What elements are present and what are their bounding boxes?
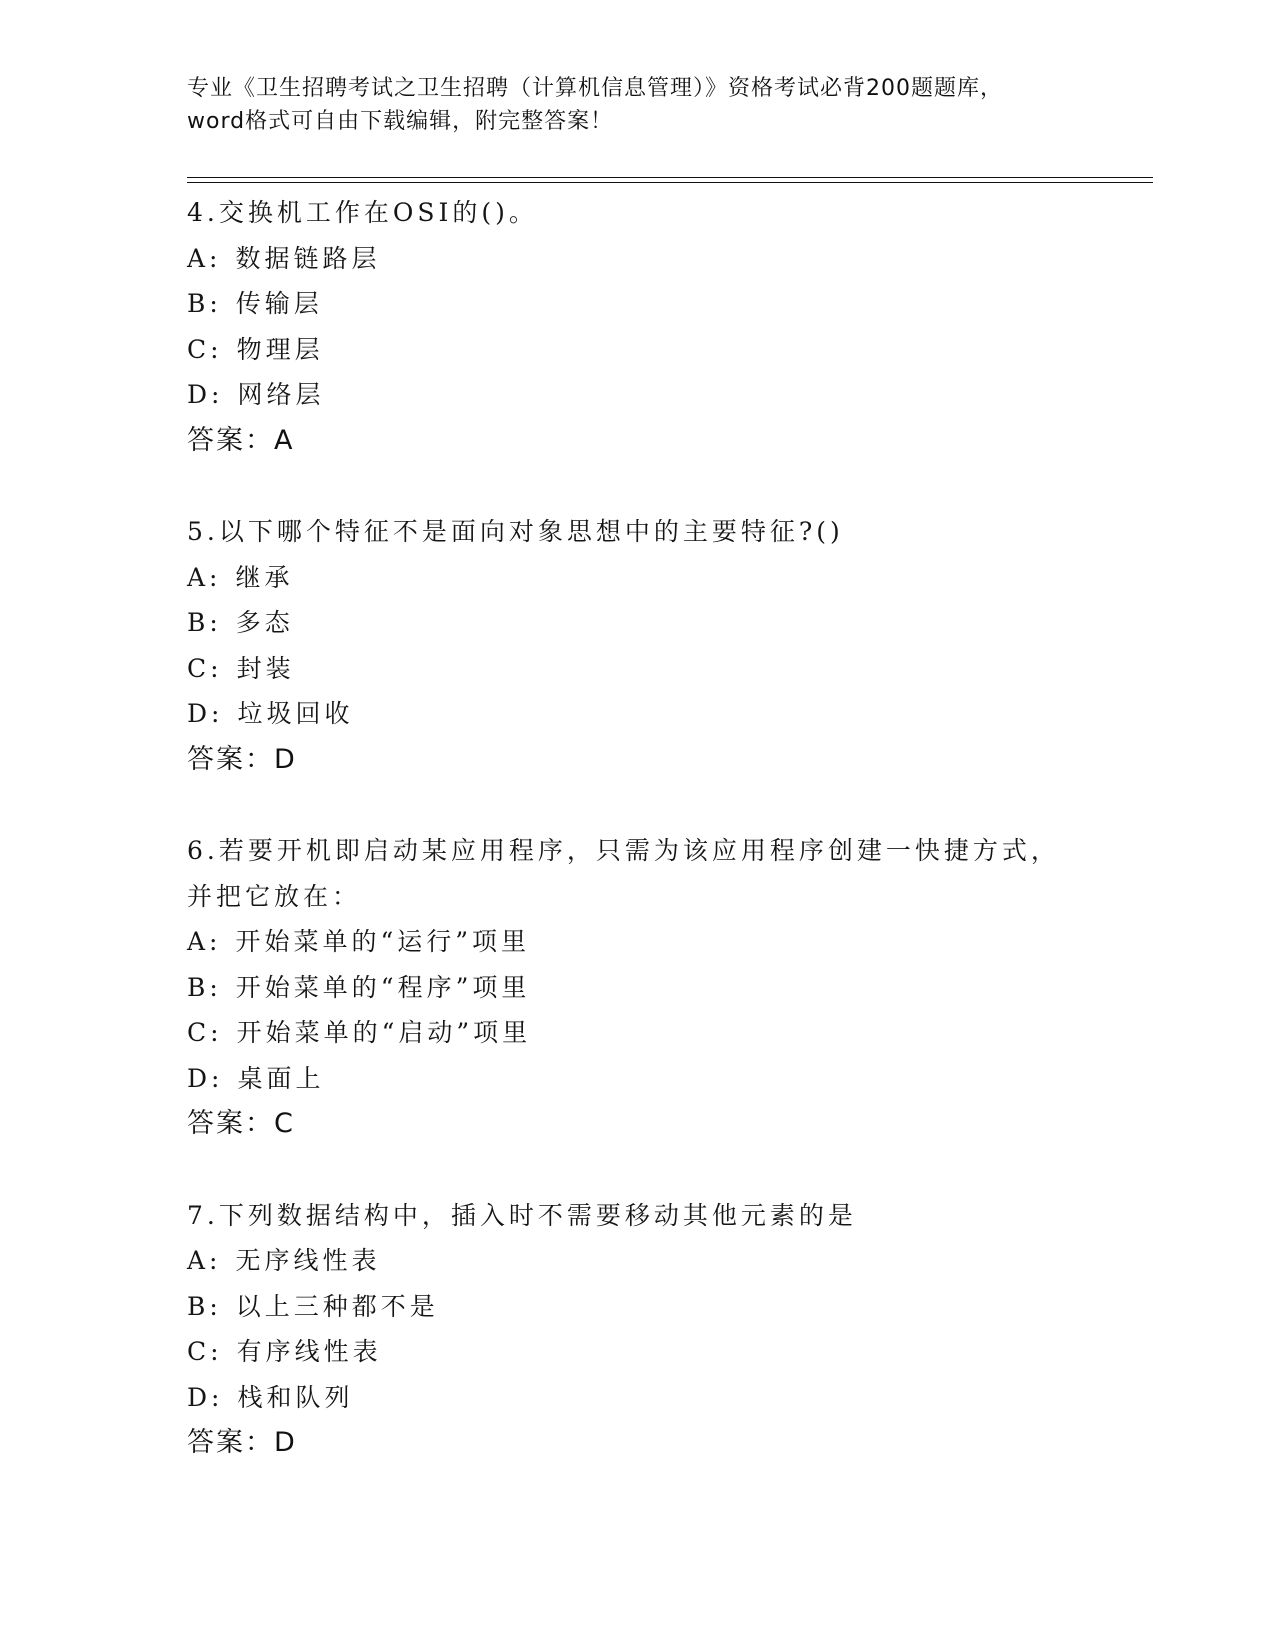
question-stem: 5.以下哪个特征不是面向对象思想中的主要特征?() xyxy=(187,517,844,546)
answer-line: 答案：C xyxy=(187,1108,295,1139)
question-stem: 6.若要开机即启动某应用程序，只需为该应用程序创建一快捷方式， xyxy=(187,836,1060,865)
option-text: 开始菜单的“启动”项里 xyxy=(236,1018,532,1047)
option-letter: C: xyxy=(187,1337,223,1366)
option-text: 物理层 xyxy=(236,334,324,364)
option-c xyxy=(187,327,1087,373)
header-divider-top xyxy=(187,177,1153,178)
question-7 xyxy=(187,1193,1087,1466)
question-5 xyxy=(187,509,1087,782)
option-text: 数据链路层 xyxy=(235,243,381,273)
option-letter: C: xyxy=(187,653,223,683)
option-b xyxy=(187,1284,1087,1330)
option-c xyxy=(187,1010,1087,1056)
answer-line: 答案：A xyxy=(187,424,295,456)
option-d xyxy=(187,1056,1087,1102)
option-letter: D: xyxy=(187,699,224,728)
header-line-2: word格式可自由下载编辑，附完整答案！ xyxy=(187,109,614,134)
option-b xyxy=(187,600,1087,646)
option-b xyxy=(187,281,1087,327)
option-text: 桌面上 xyxy=(237,1063,325,1093)
option-text: 封装 xyxy=(236,653,295,683)
question-6 xyxy=(187,828,1087,1147)
option-d xyxy=(187,691,1087,737)
option-text: 网络层 xyxy=(237,380,325,409)
header-line-1: 专业《卫生招聘考试之卫生招聘（计算机信息管理）》资格考试必背200题题库， xyxy=(187,76,1003,101)
option-letter: D: xyxy=(187,1063,224,1093)
option-a xyxy=(187,555,1087,601)
option-letter: A: xyxy=(187,927,222,956)
option-c xyxy=(187,1329,1087,1375)
option-a xyxy=(187,1238,1087,1284)
option-text: 继承 xyxy=(235,562,294,592)
option-text: 垃圾回收 xyxy=(237,699,354,728)
option-letter: D: xyxy=(187,380,224,409)
option-letter: B: xyxy=(187,1291,222,1321)
answer-line: 答案：D xyxy=(187,743,297,775)
option-text: 有序线性表 xyxy=(236,1337,382,1366)
option-letter: B: xyxy=(187,608,222,637)
option-text: 无序线性表 xyxy=(235,1246,381,1275)
option-text: 以上三种都不是 xyxy=(235,1291,439,1321)
option-c xyxy=(187,646,1087,692)
option-letter: B: xyxy=(187,289,222,318)
option-letter: A: xyxy=(187,1246,222,1275)
option-b xyxy=(187,965,1087,1011)
option-a xyxy=(187,236,1087,282)
option-text: 开始菜单的“程序”项里 xyxy=(235,972,531,1002)
option-letter: A: xyxy=(187,243,222,273)
option-letter: B: xyxy=(187,972,222,1002)
question-stem: 4.交换机工作在OSI的()。 xyxy=(187,198,538,227)
answer-line: 答案：D xyxy=(187,1427,297,1458)
question-4 xyxy=(187,190,1087,463)
option-text: 传输层 xyxy=(235,289,323,318)
option-letter: D: xyxy=(187,1382,224,1412)
option-d xyxy=(187,1375,1087,1421)
question-stem: 7.下列数据结构中，插入时不需要移动其他元素的是 xyxy=(187,1200,857,1230)
option-d xyxy=(187,372,1087,418)
option-text: 多态 xyxy=(235,608,294,637)
option-a xyxy=(187,919,1087,965)
option-letter: A: xyxy=(187,562,222,592)
question-list xyxy=(187,190,1087,1512)
header-divider-bottom xyxy=(187,182,1153,183)
question-stem-continued: 并把它放在： xyxy=(187,881,362,911)
option-letter: C: xyxy=(187,1018,223,1047)
option-text: 开始菜单的“运行”项里 xyxy=(235,927,531,956)
document-header xyxy=(187,72,1087,138)
option-text: 栈和队列 xyxy=(237,1382,354,1412)
option-letter: C: xyxy=(187,334,223,364)
